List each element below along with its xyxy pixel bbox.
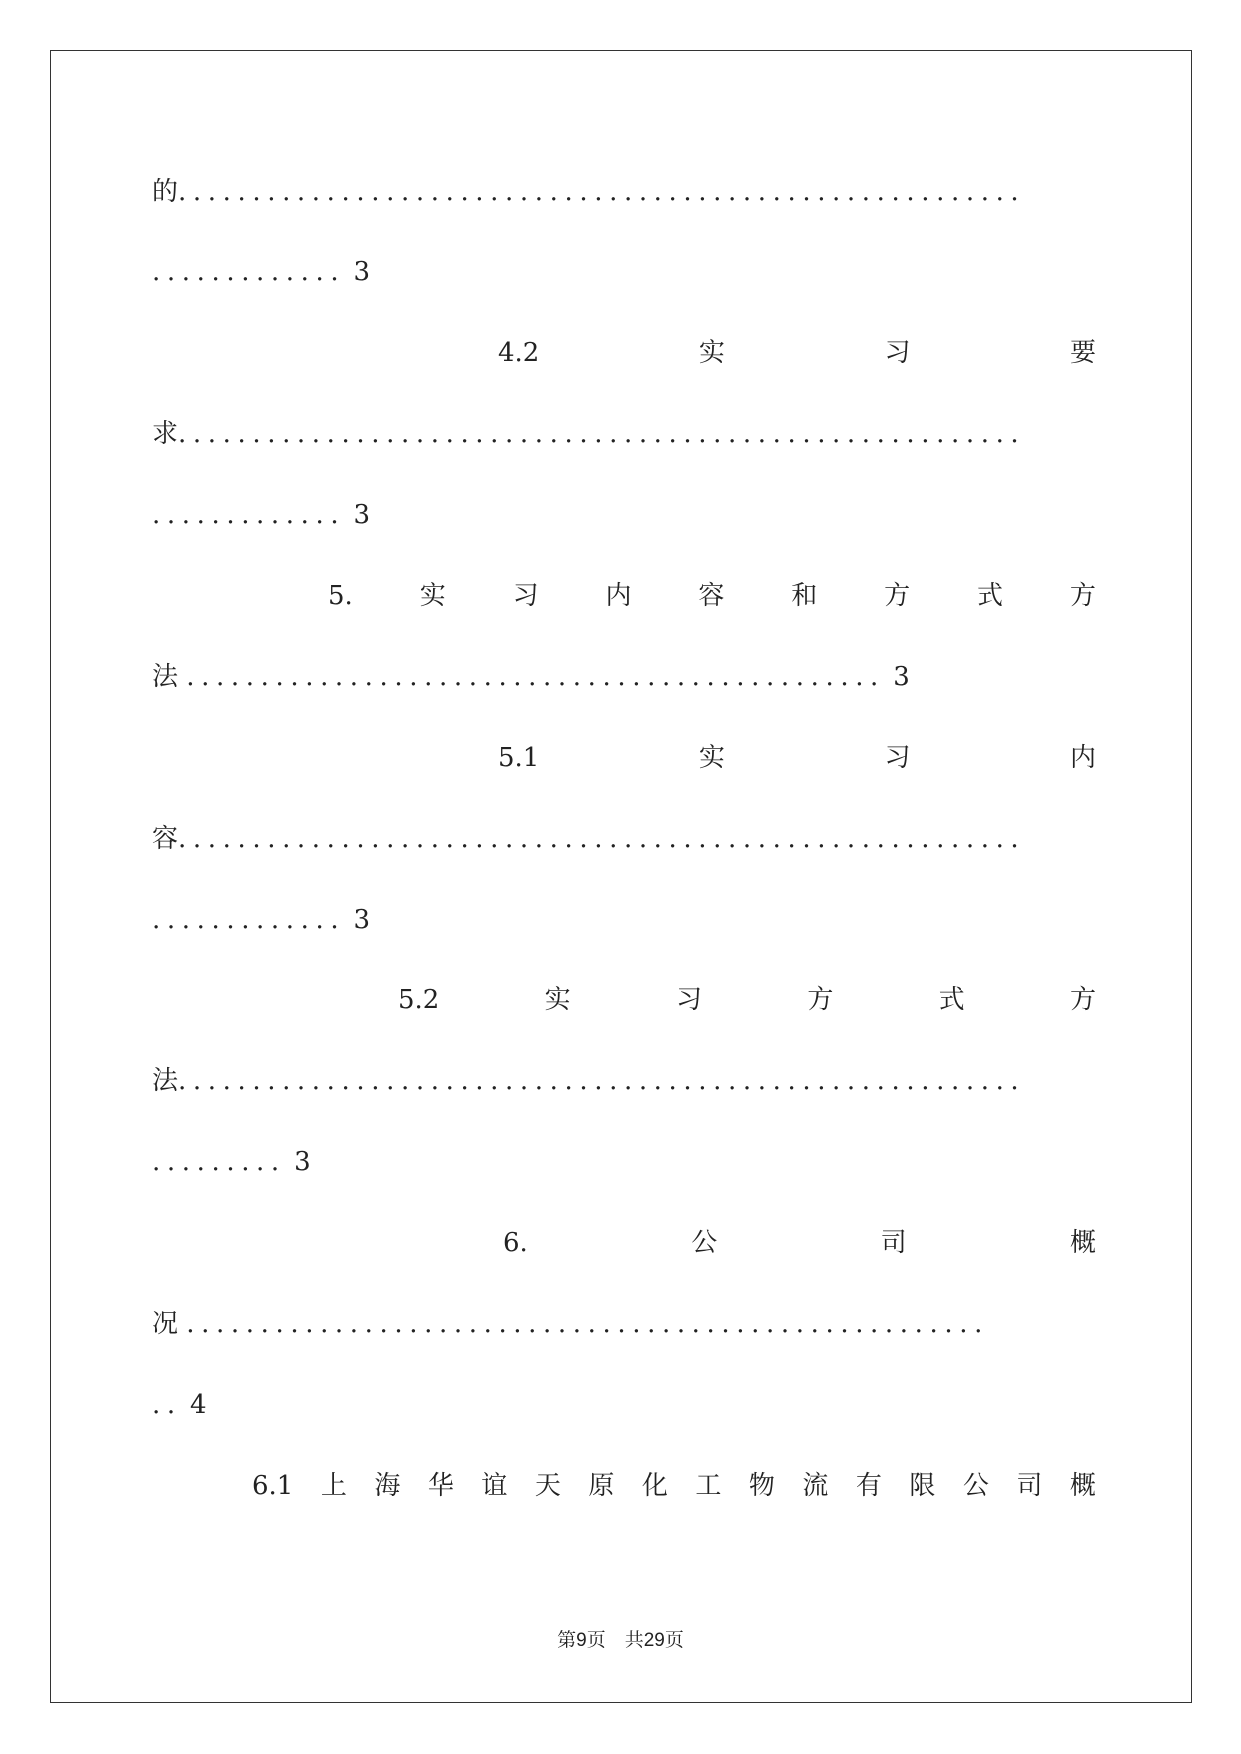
toc-title-char: 物	[748, 1471, 775, 1501]
page-footer	[0, 1628, 1241, 1653]
toc-leader-dots: .........................................................	[178, 419, 1026, 449]
toc-title-char: 司	[880, 1228, 907, 1258]
toc-page-number: 3	[353, 905, 371, 935]
toc-section-number: 6.1	[252, 1471, 294, 1501]
toc-section-number: 5.2	[398, 985, 440, 1015]
toc-heading-line	[398, 980, 1096, 1020]
toc-title-char: 实	[544, 985, 571, 1015]
toc-title-char: 天	[534, 1471, 561, 1501]
toc-title-char: 司	[1016, 1471, 1043, 1501]
toc-title-char: 概	[1069, 1228, 1096, 1258]
toc-section-number: 6.	[503, 1228, 528, 1258]
toc-leader-dots: .........................................................	[178, 177, 1026, 207]
toc-leader-dots: .........................................................	[178, 824, 1026, 854]
toc-heading-line	[328, 576, 1096, 616]
toc-line	[152, 414, 1096, 454]
toc-title-char: 公	[962, 1471, 989, 1501]
toc-page-number: 3	[893, 662, 910, 692]
toc-title-char: 实	[698, 338, 725, 368]
toc-title-char: 容	[698, 581, 725, 611]
toc-heading-line	[503, 1223, 1096, 1263]
toc-text: 容	[152, 824, 179, 854]
toc-text: 法	[152, 1066, 179, 1096]
toc-text: 法	[152, 662, 179, 692]
toc-heading-line	[252, 1466, 1096, 1506]
toc-title-char: 习	[512, 581, 539, 611]
toc-line	[152, 1061, 1096, 1101]
toc-page-number: 3	[353, 500, 371, 530]
toc-title-char: 内	[605, 581, 632, 611]
toc-title-char: 化	[641, 1471, 668, 1501]
toc-title-char: 和	[791, 581, 818, 611]
toc-text: 况	[152, 1309, 179, 1339]
toc-title-char: 习	[676, 985, 703, 1015]
toc-title-char: 谊	[481, 1471, 508, 1501]
toc-title-char: 公	[691, 1228, 718, 1258]
footer-total-pages: 29	[643, 1630, 665, 1651]
toc-title-char: 式	[977, 581, 1004, 611]
toc-section-number: 5.	[328, 581, 353, 611]
toc-section-number: 4.2	[498, 338, 540, 368]
footer-suffix: 页	[664, 1629, 684, 1651]
toc-heading-line	[498, 333, 1096, 373]
toc-title-char: 式	[938, 985, 965, 1015]
toc-leader-dots: .............	[152, 500, 346, 530]
toc-title-char: 要	[1069, 338, 1096, 368]
toc-text: 求	[152, 419, 179, 449]
toc-title-char: 方	[1069, 985, 1096, 1015]
toc-title-char: 有	[855, 1471, 882, 1501]
toc-title-char: 海	[374, 1471, 401, 1501]
footer-prefix: 第	[557, 1629, 577, 1651]
toc-title-char: 方	[884, 581, 911, 611]
toc-page-number: 3	[353, 257, 371, 287]
toc-leader-dots: ...............................................	[186, 662, 885, 692]
toc-title-char: 流	[802, 1471, 829, 1501]
toc-title-char: 习	[884, 743, 911, 773]
toc-leader-dots: .............	[152, 257, 346, 287]
toc-title-char: 方	[1069, 581, 1096, 611]
toc-title-char: 限	[909, 1471, 936, 1501]
toc-leader-dots: ......................................................	[186, 1309, 989, 1339]
toc-title-char: 原	[588, 1471, 615, 1501]
toc-title-char: 华	[427, 1471, 454, 1501]
toc-section-number: 5.1	[498, 743, 540, 773]
toc-text: 的	[152, 177, 179, 207]
toc-title-char: 实	[698, 743, 725, 773]
toc-line	[152, 819, 1096, 859]
toc-page-number: 4	[190, 1390, 207, 1420]
toc-line	[152, 495, 1096, 535]
toc-title-char: 概	[1069, 1471, 1096, 1501]
toc-line	[152, 1142, 1096, 1182]
toc-title-char: 工	[695, 1471, 722, 1501]
toc-page-number: 3	[294, 1147, 311, 1177]
toc-title-char: 习	[884, 338, 911, 368]
toc-leader-dots: .........	[152, 1147, 286, 1177]
footer-mid: 页 共	[586, 1629, 644, 1651]
toc-line	[152, 172, 1096, 212]
toc-title-char: 实	[419, 581, 446, 611]
toc-line	[152, 1385, 1096, 1425]
toc-heading-line	[498, 738, 1096, 778]
toc-line	[152, 252, 1096, 292]
toc-title-char: 方	[807, 985, 834, 1015]
toc-title-char: 上	[320, 1471, 347, 1501]
toc-line	[152, 657, 1096, 697]
toc-line	[152, 900, 1096, 940]
page-frame	[50, 50, 1192, 1703]
toc-leader-dots: ..	[152, 1390, 182, 1420]
toc-title-char: 内	[1069, 743, 1096, 773]
footer-page-number: 9	[576, 1630, 587, 1651]
toc-line	[152, 1304, 1096, 1344]
toc-leader-dots: .............	[152, 905, 346, 935]
toc-leader-dots: .........................................................	[178, 1066, 1026, 1096]
